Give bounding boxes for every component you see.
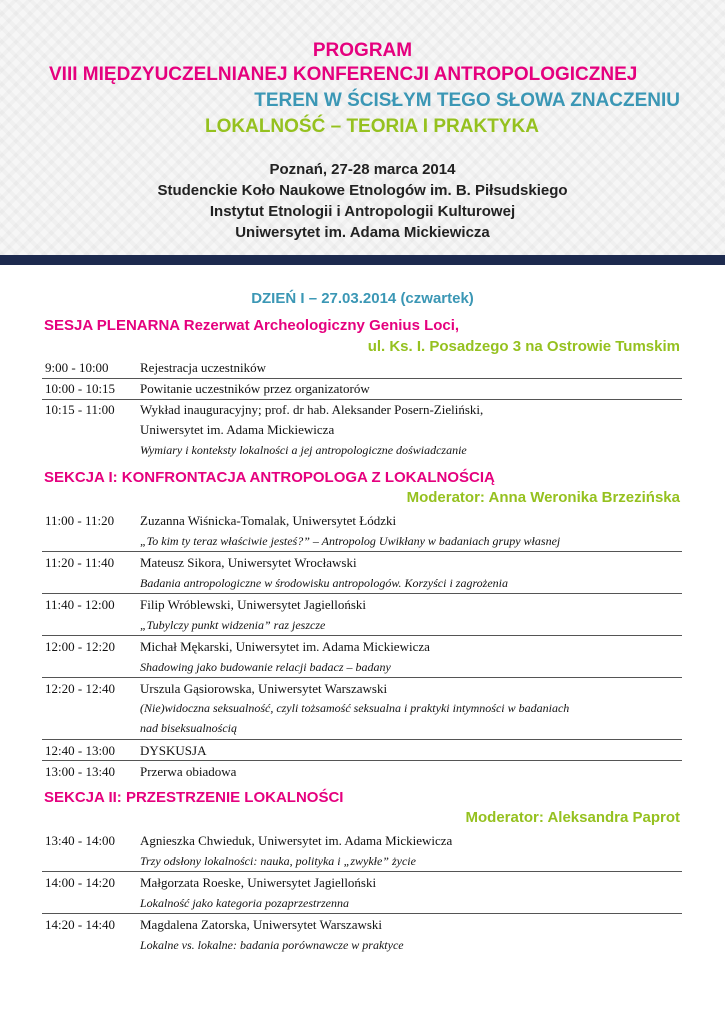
- table-row: [42, 378, 682, 400]
- section1-title: SEKCJA I: KONFRONTACJA ANTROPOLOGA Z LOKALNOŚCIĄ: [44, 469, 495, 486]
- row-text: Uniwersytet im. Adama Mickiewicza: [140, 422, 335, 437]
- table-row: [42, 552, 682, 594]
- talk-title-cont: nad biseksualnością: [140, 721, 237, 735]
- row-speaker: Michał Mękarski, Uniwersytet im. Adama Mickiewicza: [140, 639, 430, 654]
- row-text: Rejestracja uczestników: [140, 360, 266, 375]
- day-heading: DZIEŃ I – 27.03.2014 (czwartek): [251, 290, 474, 307]
- row-time: 13:40 - 14:00: [45, 833, 116, 848]
- row-time: 9:00 - 10:00: [45, 360, 109, 375]
- table-row: [42, 830, 682, 872]
- talk-title: (Nie)widoczna seksualność, czyli tożsamość seksualna i praktyki intymności w badaniach: [140, 701, 570, 715]
- row-time: 11:00 - 11:20: [45, 513, 115, 528]
- conference-subtitle: TEREN W ŚCISŁYM TEGO SŁOWA ZNACZENIU: [254, 90, 680, 111]
- section2-moderator: Moderator: Aleksandra Paprot: [465, 809, 680, 826]
- talk-title: Lokalność jako kategoria pozaprzestrzenna: [140, 896, 349, 910]
- organizer-3: Uniwersytet im. Adama Mickiewicza: [235, 224, 490, 241]
- talk-title: Lokalne vs. lokalne: badania porównawcze w praktyce: [140, 938, 404, 952]
- plenary-title: SESJA PLENARNA Rezerwat Archeologiczny Genius Loci,: [44, 317, 460, 334]
- row-time: 12:20 - 12:40: [45, 681, 116, 696]
- row-text: Powitanie uczestników przez organizatorów: [140, 381, 370, 396]
- row-speaker: Agnieszka Chwieduk, Uniwersytet im. Adama Mickiewicza: [140, 833, 453, 848]
- talk-title: „Tubylczy punkt widzenia” raz jeszcze: [140, 618, 326, 632]
- row-time: 11:40 - 12:00: [45, 597, 115, 612]
- row-text: DYSKUSJA: [140, 743, 207, 758]
- table-row: [42, 914, 682, 955]
- talk-title: Trzy odsłony lokalności: nauka, polityka i „zwykłe” życie: [140, 854, 416, 868]
- row-speaker: Magdalena Zatorska, Uniwersytet Warszawski: [140, 917, 383, 932]
- conference-theme: LOKALNOŚĆ – TEORIA I PRAKTYKA: [205, 116, 539, 137]
- table-row: [42, 510, 682, 552]
- table-row: [42, 399, 682, 462]
- header-divider-band: [0, 255, 725, 265]
- table-row: [42, 357, 682, 379]
- row-text: Przerwa obiadowa: [140, 764, 237, 779]
- talk-title: Shadowing jako budowanie relacji badacz – badany: [140, 660, 391, 674]
- table-row: [42, 636, 682, 678]
- organizer-1: Studenckie Koło Naukowe Etnologów im. B. Piłsudskiego: [157, 182, 568, 199]
- table-row: [42, 761, 682, 782]
- row-time: 11:20 - 11:40: [45, 555, 115, 570]
- row-time: 14:20 - 14:40: [45, 917, 116, 932]
- row-speaker: Filip Wróblewski, Uniwersytet Jagielloński: [140, 597, 366, 612]
- plenary-address: ul. Ks. I. Posadzego 3 na Ostrowie Tumskim: [367, 338, 680, 355]
- row-text: Wykład inauguracyjny; prof. dr hab. Aleksander Posern-Zieliński,: [140, 402, 484, 417]
- row-time: 12:40 - 13:00: [45, 743, 116, 758]
- talk-title: „To kim ty teraz właściwie jesteś?” – Antropolog Uwikłany w badaniach grupy własnej: [140, 534, 561, 548]
- row-speaker: Małgorzata Roeske, Uniwersytet Jagielloński: [140, 875, 377, 890]
- row-time: 13:00 - 13:40: [45, 764, 116, 779]
- section2-title: SEKCJA II: PRZESTRZENIE LOKALNOŚCI: [44, 789, 344, 806]
- row-speaker: Urszula Gąsiorowska, Uniwersytet Warszawski: [140, 681, 388, 696]
- table-row: [42, 678, 682, 740]
- place-date: Poznań, 27-28 marca 2014: [269, 161, 456, 178]
- talk-title: Badania antropologiczne w środowisku antropologów. Korzyści i zagrożenia: [140, 576, 509, 590]
- program-title: PROGRAM: [312, 40, 413, 61]
- conference-title: VIII MIĘDZYUCZELNIANEJ KONFERENCJI ANTROPOLOGICZNEJ: [49, 64, 638, 85]
- row-time: 12:00 - 12:20: [45, 639, 116, 654]
- organizer-2: Instytut Etnologii i Antropologii Kulturowej: [209, 203, 516, 220]
- row-speaker: Mateusz Sikora, Uniwersytet Wrocławski: [140, 555, 357, 570]
- row-time: 10:15 - 11:00: [45, 402, 115, 417]
- table-row: [42, 594, 682, 636]
- row-time: 14:00 - 14:20: [45, 875, 116, 890]
- section1-moderator: Moderator: Anna Weronika Brzezińska: [406, 489, 680, 506]
- table-row: [42, 740, 682, 761]
- row-speaker: Zuzanna Wiśnicka-Tomalak, Uniwersytet Łódzki: [140, 513, 397, 528]
- row-time: 10:00 - 10:15: [45, 381, 116, 396]
- table-row: [42, 872, 682, 914]
- lecture-title: Wymiary i konteksty lokalności a jej antropologiczne doświadczanie: [140, 443, 467, 457]
